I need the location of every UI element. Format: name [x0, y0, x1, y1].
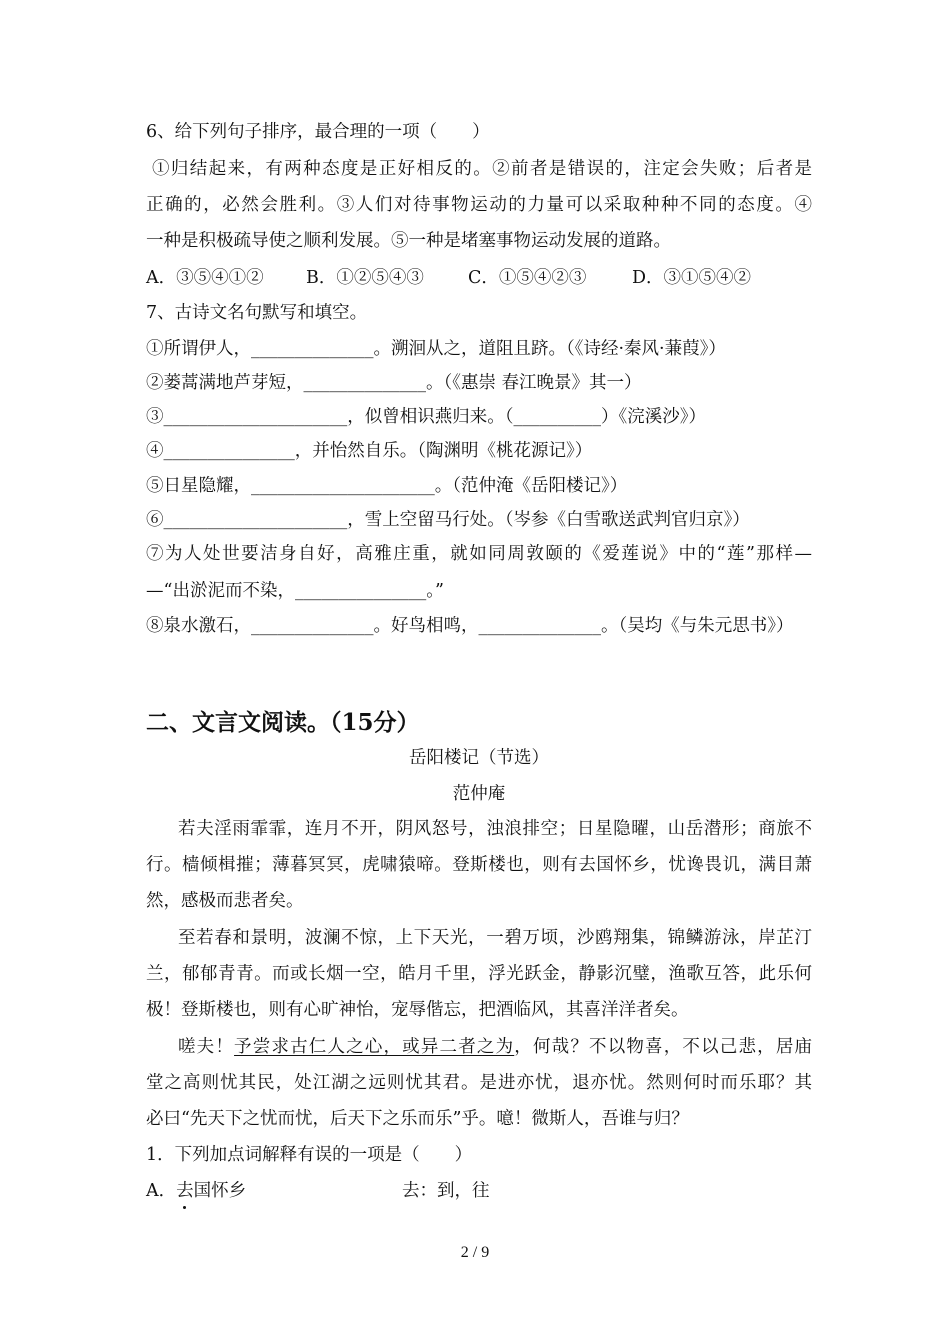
option-a-rest: 国怀乡 [193, 1181, 247, 1201]
option-a-dotted-char: 去 [176, 1181, 194, 1201]
p3-line-3: 必曰“先天下之忧而忧，后天下之乐而乐”乎。噫！微斯人，吾谁与归？ [146, 1109, 689, 1129]
q6-option-b: B．①②⑤④③ [306, 268, 424, 288]
q7-item-3: ③_____________________，似曾相识燕归来。（__________）《浣溪沙》） [146, 407, 706, 427]
q7-item-4: ④_______________，并怡然自乐。（陶渊明《桃花源记》） [146, 441, 593, 461]
q7-item-1: ①所谓伊人，______________。溯洄从之，道阻且跻。（《诗经·秦风·蒹葭》） [146, 339, 726, 359]
q7-item-8: ⑧泉水激石，______________。好鸟相鸣，______________。（吴均《与朱元思书》） [146, 616, 794, 636]
q7-item-6: ⑥_____________________，雪上空留马行处。（岑参《白雪歌送武判官归京》） [146, 510, 750, 530]
passage-title: 岳阳楼记（节选） [409, 748, 549, 768]
q7-item-7-line-1: ⑦为人处世要洁身自好，高雅庄重，就如同周敦颐的《爱莲说》中的“莲”那样— [146, 544, 812, 564]
q7-item-5: ⑤日星隐耀，_____________________。（范仲淹《岳阳楼记》） [146, 476, 628, 496]
section-heading: 二、文言文阅读。（15分） [146, 709, 420, 736]
q7-title: 7、古诗文名句默写和填空。 [146, 303, 368, 323]
question-1-option-a [146, 1179, 246, 1203]
page-number: 2 / 9 [460, 1244, 490, 1261]
p1-line-1: 若夫淫雨霏霏，连月不开，阴风怒号，浊浪排空；日星隐曜，山岳潜形；商旅不 [178, 819, 812, 839]
q7-item-7-line-2: —“出淤泥而不染，_______________。” [146, 581, 444, 601]
option-a-label: A． [146, 1181, 177, 1201]
q6-option-a: A．③⑤④①② [146, 268, 264, 288]
p2-line-1: 至若春和景明，波澜不惊，上下天光，一碧万顷，沙鸥翔集，锦鳞游泳，岸芷汀 [178, 928, 812, 948]
q6-title: 6、给下列句子排序，最合理的一项（ ） [146, 122, 490, 142]
p3-rest: ，何哉？不以物喜，不以己悲，居庙 [514, 1037, 813, 1057]
q6-option-c: C．①⑤④②③ [468, 268, 587, 288]
p3-line-1 [178, 1035, 812, 1059]
q6-line-3: 一种是积极疏导使之顺利发展。⑤一种是堵塞事物运动发展的道路。 [146, 231, 671, 251]
p3-underlined-sentence: 予尝求古仁人之心，或异二者之为 [234, 1037, 515, 1057]
question-1-title: 1．下列加点词解释有误的一项是（ ） [146, 1145, 473, 1165]
p2-line-2: 兰，郁郁青青。而或长烟一空，皓月千里，浮光跃金，静影沉璧，渔歌互答，此乐何 [146, 964, 812, 984]
passage-author: 范仲庵 [452, 784, 506, 804]
p3-prefix: 嗟夫！ [178, 1037, 235, 1057]
q6-option-d: D．③①⑤④② [632, 268, 752, 288]
p3-line-2: 堂之高则忧其民，处江湖之远则忧其君。是进亦忧，退亦忧。然则何时而乐耶？其 [146, 1073, 812, 1093]
q6-line-2: 正确的，必然会胜利。③人们对待事物运动的力量可以采取种种不同的态度。④ [146, 195, 812, 215]
question-1-option-a-gloss: 去：到，往 [402, 1181, 490, 1201]
p1-line-3: 然，感极而悲者矣。 [146, 891, 304, 911]
p2-line-3: 极！登斯楼也，则有心旷神怡，宠辱偕忘，把酒临风，其喜洋洋者矣。 [146, 1000, 689, 1020]
q6-line-1: ①归结起来，有两种态度是正好相反的。②前者是错误的，注定会失败；后者是 [152, 159, 812, 179]
q7-item-2: ②蒌蒿满地芦芽短，______________。（《惠崇 春江晚景》其一） [146, 373, 642, 393]
p1-line-2: 行。樯倾楫摧；薄暮冥冥，虎啸猿啼。登斯楼也，则有去国怀乡，忧谗畏讥，满目萧 [146, 855, 812, 875]
